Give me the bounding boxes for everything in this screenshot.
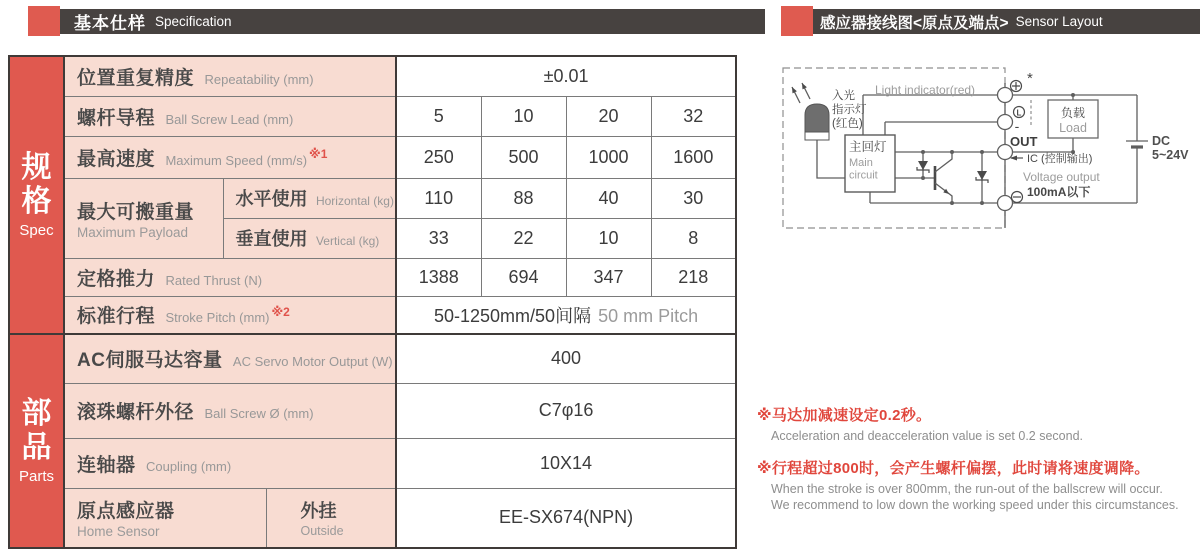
plus-terminal-icon — [1011, 81, 1022, 92]
label-zh: 水平使用 — [235, 189, 308, 209]
value-cell: 347 — [566, 258, 651, 296]
note-2-en: When the stroke is over 800mm, the run-out of the ballscrew will occur. — [771, 481, 1163, 496]
label-zh: 最大可搬重量 — [77, 201, 195, 223]
led-label-zh: 指示灯 — [832, 104, 867, 116]
label-en: Maximum Speed (mm/s) — [165, 152, 308, 168]
asterisk-mark: * — [1027, 70, 1033, 87]
value-cell: 20 — [566, 96, 651, 136]
value-cell: 5 — [396, 96, 481, 136]
label-zh: 外挂 — [300, 501, 337, 522]
rated-thrust-label — [64, 258, 396, 296]
note-2-en: We recommend to low down the working speed under this circumstances. — [771, 498, 1179, 512]
ic-label: IC (控制输出) — [1027, 153, 1093, 165]
section-parts-zh: 部品 — [21, 397, 52, 464]
footnote-ref-1: ※1 — [309, 147, 328, 162]
label-en: Outside — [300, 524, 344, 539]
dc-label: DC — [1152, 134, 1171, 148]
label-en: Coupling (mm) — [145, 458, 232, 474]
ground-rail — [870, 192, 1005, 203]
label-zh: AC伺服马达容量 — [77, 350, 223, 372]
max-payload-label — [64, 178, 223, 258]
note-1-en: Acceleration and deacceleration value is set 0.2 second. — [771, 429, 1083, 443]
payload-horizontal-label — [223, 178, 396, 218]
label-zh: 螺杆导程 — [77, 107, 156, 129]
minus-terminal-icon — [1012, 192, 1023, 203]
current-limit-label: 100mA以下 — [1027, 185, 1091, 199]
section-spec-zh: 规格 — [21, 151, 52, 218]
value-cell: 218 — [651, 258, 736, 296]
label-zh: 原点感应器 — [77, 501, 175, 523]
section-title-zh: 基本仕样 — [74, 14, 146, 33]
value-cell: 22 — [481, 218, 566, 258]
value-cell: 694 — [481, 258, 566, 296]
label-en: Vertical (kg) — [315, 234, 380, 248]
label-zh: 标准行程 — [77, 306, 156, 328]
dc-range-label: 5~24V — [1152, 148, 1189, 162]
footnote-ref-2: ※2 — [271, 304, 290, 319]
transistor-icon — [935, 183, 952, 203]
section-title-en: Specification — [155, 14, 232, 29]
section-title-zh: 感应器接线图<原点及端点> — [820, 14, 1009, 32]
value-cell: 400 — [396, 334, 736, 383]
section-header-spec — [9, 56, 64, 334]
stroke-value-main: 50-1250mm/50间隔 — [434, 305, 592, 326]
value-cell: C7φ16 — [396, 383, 736, 438]
label-zh: 滚珠螺杆外径 — [77, 402, 195, 423]
value-cell: 250 — [396, 136, 481, 178]
led-wire — [817, 139, 845, 178]
section-header-parts — [9, 334, 64, 548]
ball-screw-lead-label — [64, 96, 396, 136]
terminal-l — [998, 115, 1013, 130]
zener-diode-icon — [977, 171, 987, 180]
label-en: Stroke Pitch (mm) — [165, 310, 270, 326]
value-cell: 33 — [396, 218, 481, 258]
ball-screw-od-label — [64, 383, 396, 438]
label-zh: 连轴器 — [77, 454, 136, 476]
label-zh: 最高速度 — [77, 148, 156, 170]
zener-diode-icon — [918, 161, 928, 170]
led-icon — [805, 104, 829, 132]
label-en: Horizontal (kg) — [315, 194, 394, 208]
terminal-minus — [998, 196, 1013, 211]
accent-square-icon — [28, 6, 60, 36]
label-en: Maximum Payload — [77, 224, 189, 240]
table-row — [9, 296, 736, 334]
led-label-zh: 入光 — [832, 90, 855, 102]
l-wire — [885, 122, 1005, 135]
value-cell: 10X14 — [396, 438, 736, 488]
value-cell: 10 — [481, 96, 566, 136]
terminal-plus — [998, 88, 1013, 103]
l-terminal-icon — [1014, 107, 1025, 118]
section-parts-en: Parts — [18, 467, 54, 485]
stroke-value-cell — [396, 296, 736, 334]
value-cell: 32 — [651, 96, 736, 136]
table-row — [9, 438, 736, 488]
footnotes — [757, 404, 1200, 514]
value-cell: 30 — [651, 178, 736, 218]
table-row — [9, 258, 736, 296]
payload-vertical-label — [223, 218, 396, 258]
label-en: Repeatability (mm) — [204, 71, 314, 87]
value-cell: 1388 — [396, 258, 481, 296]
label-en: Ball Screw Ø (mm) — [204, 406, 314, 421]
load-label-en: Load — [1059, 121, 1087, 135]
table-row — [9, 56, 736, 96]
value-cell: 8 — [651, 218, 736, 258]
repeatability-label — [64, 56, 396, 96]
led-icon — [805, 132, 829, 140]
label-en: AC Servo Motor Output (W) — [232, 354, 393, 370]
table-row — [9, 178, 736, 218]
table-row — [9, 383, 736, 438]
section-header-sensor-layout — [796, 9, 1200, 34]
table-row — [9, 488, 736, 548]
label-zh: 位置重复精度 — [77, 67, 195, 89]
table-row — [9, 136, 736, 178]
transistor-icon — [935, 152, 952, 172]
value-cell: 40 — [566, 178, 651, 218]
out-label: OUT — [1010, 134, 1038, 149]
main-circuit-label-en: Main — [849, 157, 873, 169]
value-cell: 1600 — [651, 136, 736, 178]
value-cell: 10 — [566, 218, 651, 258]
stroke-pitch-label — [64, 296, 396, 334]
label-zh: 定格推力 — [77, 268, 156, 290]
section-header-specification — [44, 9, 765, 34]
plus-wire — [863, 95, 1005, 135]
table-row — [9, 334, 736, 383]
note-2-zh: ※行程超过800时，会产生螺杆偏摆，此时请将速度调降。 — [757, 459, 1150, 477]
note-1-zh: ※马达加减速设定0.2秒。 — [757, 407, 932, 424]
table-row — [9, 96, 736, 136]
section-title-en: Sensor Layout — [1015, 14, 1103, 29]
value-cell: 1000 — [566, 136, 651, 178]
light-indicator-label: Light indicator(red) — [875, 83, 976, 97]
home-sensor-mount-label — [266, 488, 396, 548]
sensor-wiring-diagram — [770, 55, 1200, 240]
voltage-output-label: Voltage output — [1023, 170, 1100, 184]
main-circuit-label-zh: 主回灯 — [849, 140, 887, 154]
minus-mark: - — [1014, 118, 1020, 134]
accent-square-icon — [781, 6, 813, 36]
label-zh: 垂直使用 — [235, 229, 308, 249]
led-label-zh: (红色) — [832, 118, 863, 130]
home-sensor-label — [64, 488, 266, 548]
svg-text:L: L — [1016, 108, 1022, 118]
value-cell: EE-SX674(NPN) — [396, 488, 736, 548]
label-en: Rated Thrust (N) — [165, 272, 263, 288]
stroke-value-sub: 50 mm Pitch — [598, 305, 699, 326]
max-speed-label — [64, 136, 396, 178]
specification-table — [8, 55, 737, 549]
value-cell: ±0.01 — [396, 56, 736, 96]
load-label-zh: 负载 — [1060, 106, 1086, 120]
main-circuit-label-en: circuit — [849, 169, 878, 182]
label-en: Home Sensor — [77, 524, 160, 540]
value-cell: 88 — [481, 178, 566, 218]
value-cell: 500 — [481, 136, 566, 178]
label-en: Ball Screw Lead (mm) — [165, 111, 294, 127]
section-spec-en: Spec — [19, 221, 54, 239]
servo-motor-label — [64, 334, 396, 383]
coupling-label — [64, 438, 396, 488]
value-cell: 110 — [396, 178, 481, 218]
